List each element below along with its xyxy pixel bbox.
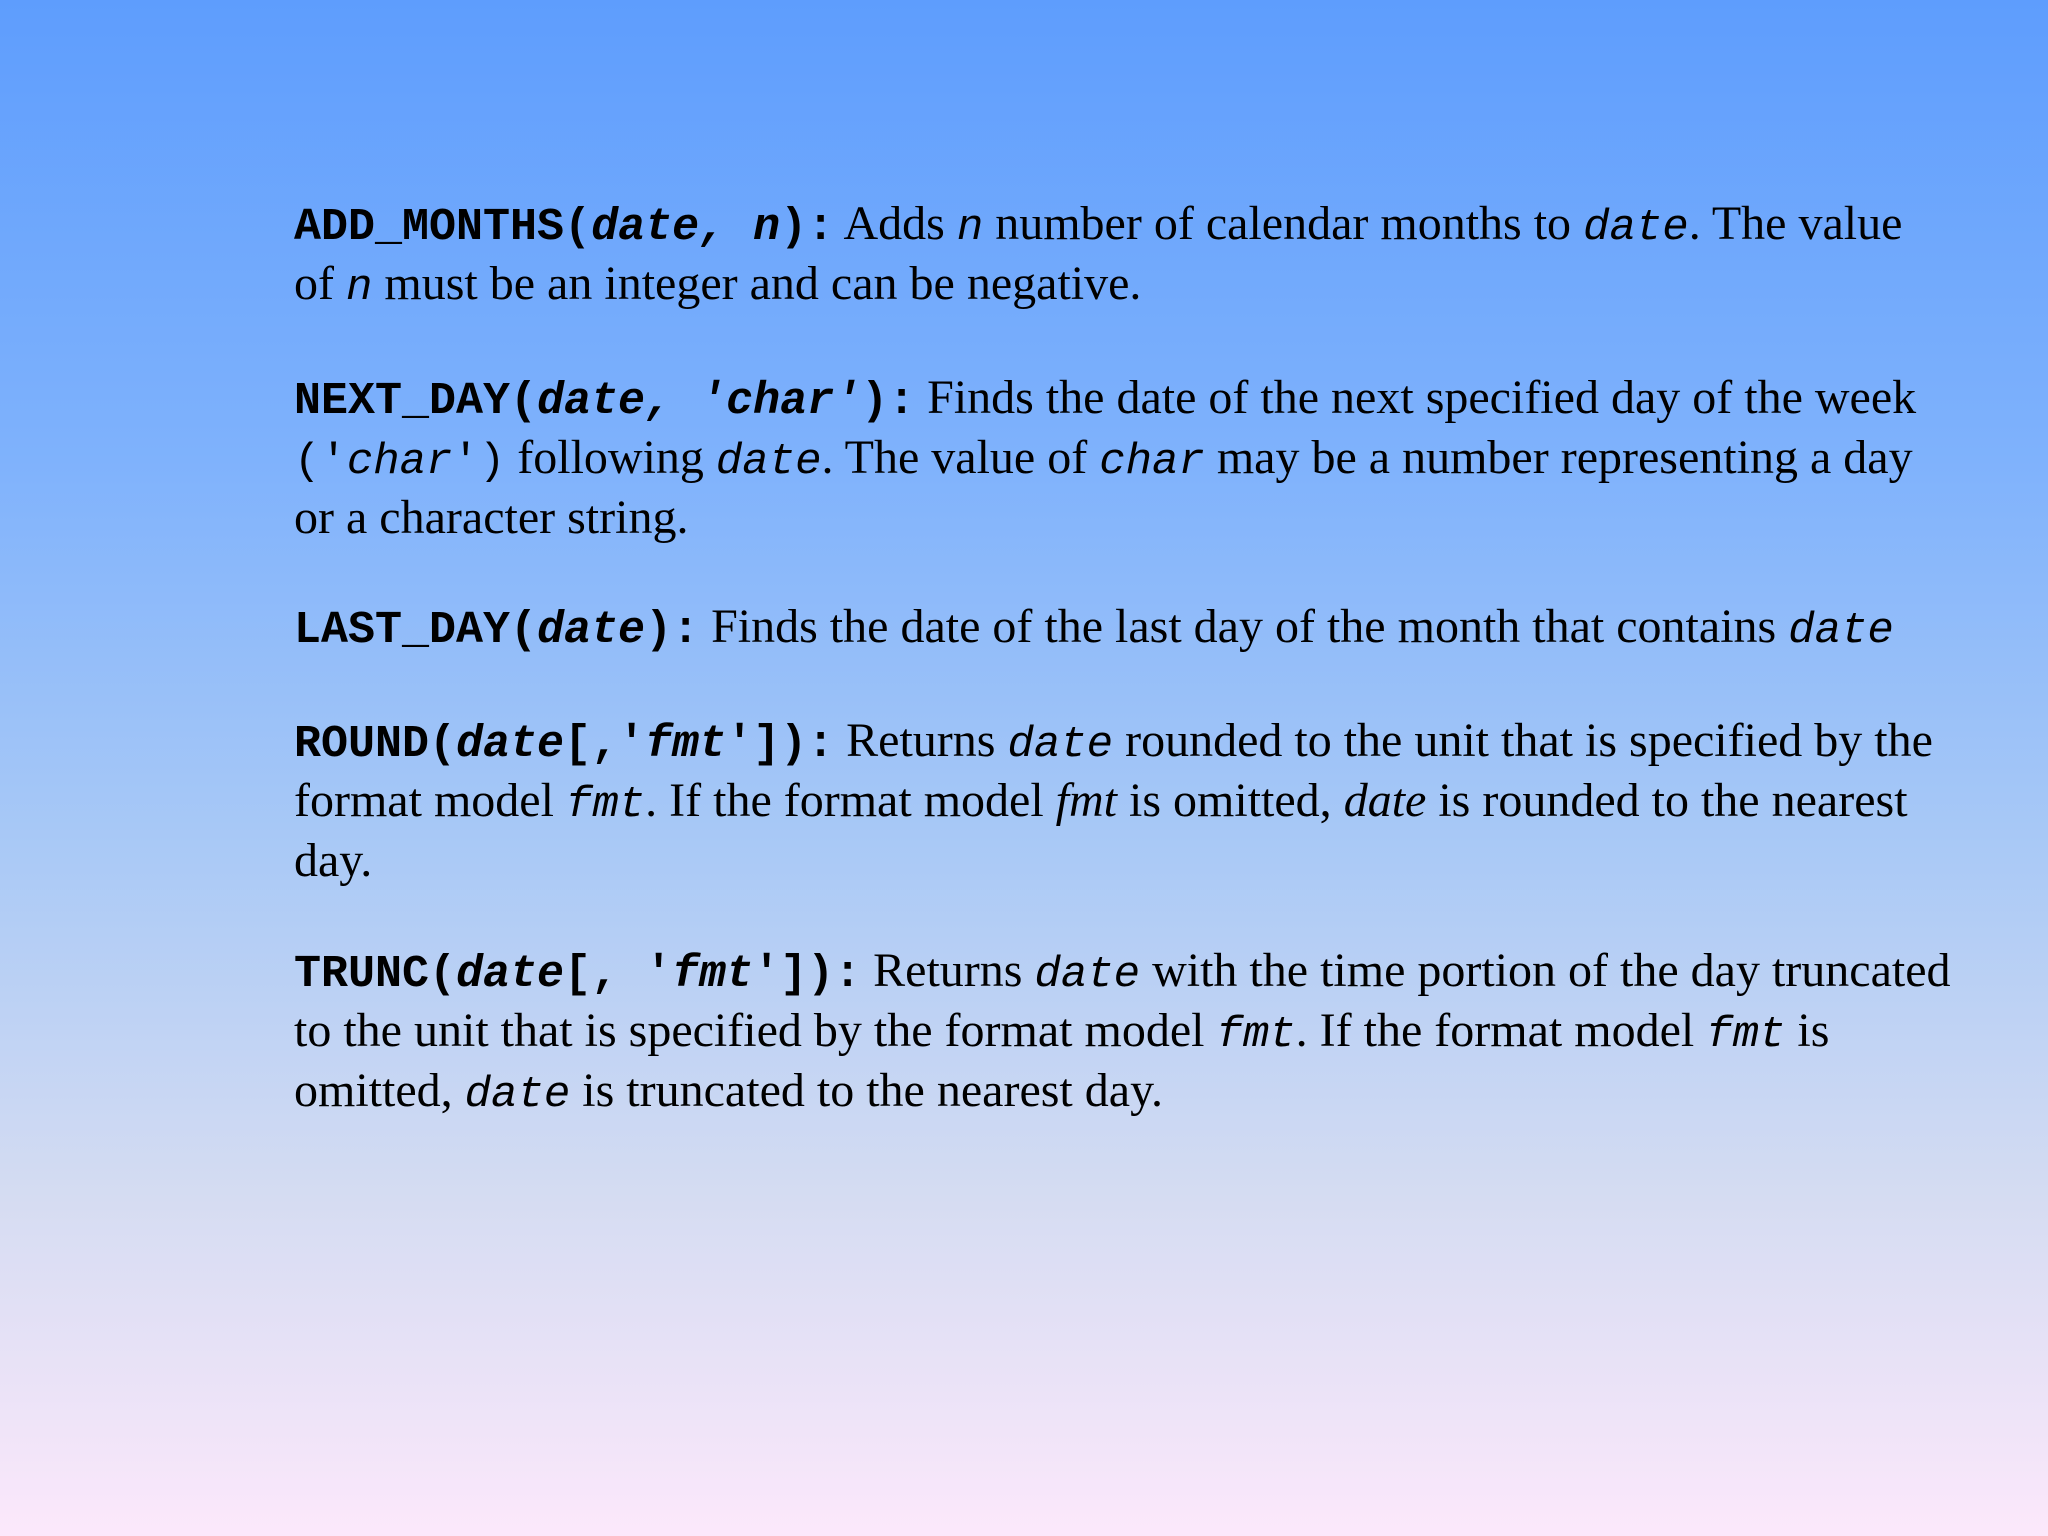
- next-day-signature: [294, 376, 915, 427]
- function-args: date: [537, 605, 646, 656]
- round-signature: ROUND(date[,'fmt']):: [294, 719, 835, 770]
- param-fmt: fmt: [1055, 774, 1118, 827]
- trunc-description: TRUNC(date[, 'fmt']): Returns date with the time portion of the day truncated to the unit that is specified by the format model fmt. If the format model fmt is omitted, date is truncated to the nearest day.: [294, 944, 1951, 1120]
- function-args: fmt: [672, 949, 754, 1000]
- param-date: date: [1343, 774, 1427, 827]
- function-args: date, n: [591, 202, 781, 253]
- function-close: ):: [645, 605, 700, 656]
- param-n: n: [345, 263, 373, 313]
- function-args: date, 'char': [537, 376, 862, 427]
- param-fmt: fmt: [1706, 1010, 1786, 1060]
- function-args: date: [456, 949, 565, 1000]
- function-name: NEXT_DAY(: [294, 376, 538, 427]
- function-args: date: [456, 719, 565, 770]
- function-name: TRUNC(: [294, 949, 457, 1000]
- round-description: ROUND(date[,'fmt']): Returns date rounded to the unit that is specified by the format model fmt. If the format model fmt is omitted, date is rounded to the nearest day.: [294, 714, 1933, 887]
- param-date: date: [1583, 203, 1689, 253]
- next-day-description: NEXT_DAY(date, 'char'): Finds the date of the next specified day of the week ('char') following date. The value of char may be a number representing a day or a character string.: [294, 371, 1917, 544]
- function-name: ROUND(: [294, 719, 457, 770]
- param-date: date: [1007, 720, 1114, 770]
- trunc-signature: TRUNC(date[, 'fmt']):: [294, 949, 862, 1000]
- param-date: date: [1034, 950, 1141, 1000]
- last-day-description: LAST_DAY(date): Finds the date of the last day of the month that contains date: [294, 600, 1894, 656]
- last-day-signature: [294, 605, 699, 656]
- add-months-signature: [294, 202, 834, 253]
- function-args: fmt: [645, 719, 727, 770]
- param-date: date: [715, 437, 822, 487]
- function-name: ADD_MONTHS(: [294, 202, 592, 253]
- param-fmt: fmt: [1216, 1010, 1296, 1060]
- function-close: ']):: [726, 719, 835, 770]
- param-date: date: [1788, 606, 1894, 656]
- function-name: LAST_DAY(: [294, 605, 538, 656]
- param-n: n: [956, 203, 984, 253]
- param-char: char: [1099, 437, 1205, 487]
- param-date: date: [464, 1070, 571, 1120]
- function-close: ):: [780, 202, 835, 253]
- param-char: char: [346, 437, 453, 487]
- function-close: ):: [861, 376, 916, 427]
- param-fmt: fmt: [565, 780, 646, 830]
- add-months-description: ADD_MONTHS(date, n): Adds n number of calendar months to date. The value of n must be an integer and can be negative.: [294, 197, 1903, 313]
- slide-content: [294, 196, 1954, 1123]
- function-close: ']):: [753, 949, 862, 1000]
